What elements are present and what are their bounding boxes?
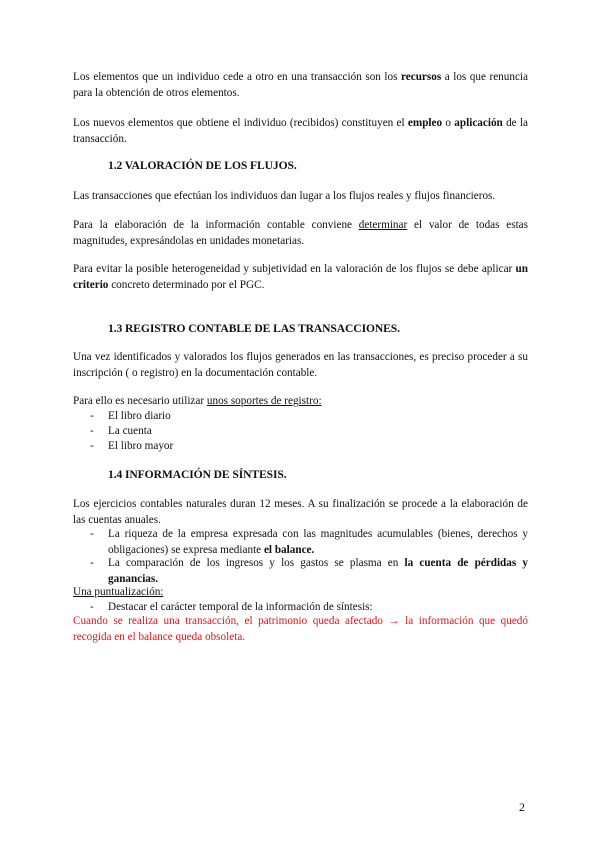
- bold-term-criterio: un criterio: [73, 263, 528, 291]
- paragraph-registro: Una vez identificados y valorados los flujos generados en las transacciones, es preciso proceder a su inscripción ( o registro) en la documentación contable.: [73, 351, 528, 379]
- section-heading-1-3: 1.3 REGISTRO CONTABLE DE LAS TRANSACCIONES.: [108, 322, 400, 335]
- bold-term-balance: el balance.: [263, 543, 315, 556]
- paragraph-elaboracion: [73, 218, 528, 249]
- bullet-dash: -: [90, 557, 94, 569]
- paragraph-criterio: [73, 262, 528, 293]
- text-run: Los elementos que un individuo cede a otro en una transacción son los: [73, 71, 401, 83]
- list-item-text: Destacar el carácter temporal de la información de síntesis:: [108, 601, 373, 613]
- text-run: Para evitar la posible heterogeneidad y subjetividad en la valoración de los flujos se debe aplicar: [73, 263, 516, 275]
- list-item: [90, 527, 528, 558]
- bullet-dash: -: [90, 425, 94, 437]
- text-run: o: [442, 117, 455, 129]
- section-heading-1-2: 1.2 VALORACIÓN DE LOS FLUJOS.: [108, 159, 297, 172]
- list-item: [90, 424, 152, 440]
- text-run: el valor de todas estas magnitudes, expresándolas en unidades monetarias.: [73, 219, 528, 247]
- paragraph-ejercicios: Los ejercicios contables naturales duran 12 meses. A su finalización se procede a la elaboración de las cuentas anuales.: [73, 498, 528, 526]
- list-item: [90, 409, 171, 425]
- paragraph-soportes: [73, 394, 528, 410]
- highlighted-note: Cuando se realiza una transacción, el patrimonio queda afectado → la información que quedó recogida en el balance queda obsoleta.: [73, 615, 528, 643]
- bullet-dash: -: [90, 410, 94, 422]
- text-run: Para la elaboración de la información contable conviene: [73, 219, 359, 231]
- list-item-text: El libro diario: [108, 410, 171, 422]
- bold-term-cuenta-pyg: la cuenta de pérdidas y ganancias.: [108, 557, 528, 585]
- list-item-text: La cuenta: [108, 425, 152, 437]
- text-run: a los que renuncia para la obtención de otros elementos.: [73, 71, 528, 99]
- text-run: de la transacción.: [73, 117, 528, 145]
- underlined-term: unos soportes de registro:: [206, 395, 322, 407]
- bold-term-empleo: empleo: [407, 117, 443, 129]
- text-run: Para ello es necesario utilizar: [73, 395, 207, 407]
- paragraph-flujos: Las transacciones que efectúan los individuos dan lugar a los flujos reales y flujos financieros.: [73, 190, 496, 202]
- page-number: 2: [519, 800, 525, 814]
- list-item: [90, 439, 173, 455]
- list-item-text: La riqueza de la empresa expresada con las magnitudes acumulables (bienes, derechos y obligaciones) se expresa mediante: [108, 528, 528, 556]
- bold-term-recursos: recursos: [401, 71, 442, 83]
- bullet-dash: -: [90, 440, 94, 452]
- list-item-text: El libro mayor: [108, 440, 174, 452]
- list-item-text: La comparación de los ingresos y los gastos se plasma en: [108, 557, 405, 569]
- bullet-dash: -: [90, 528, 94, 540]
- section-heading-1-4: 1.4 INFORMACIÓN DE SÍNTESIS.: [108, 468, 287, 481]
- bold-term-aplicacion: aplicación: [454, 117, 503, 129]
- paragraph-recursos: [73, 70, 528, 101]
- text-run: concreto determinado por el PGC.: [108, 278, 265, 291]
- underlined-term: determinar: [358, 219, 408, 231]
- underlined-heading: Una puntualización:: [73, 586, 164, 598]
- paragraph-puntualizacion: [73, 585, 528, 601]
- list-item: [90, 556, 528, 587]
- text-run: Los nuevos elementos que obtiene el individuo (recibidos) constituyen el: [73, 117, 408, 129]
- paragraph-empleo: [73, 116, 528, 147]
- bullet-dash: -: [90, 601, 94, 613]
